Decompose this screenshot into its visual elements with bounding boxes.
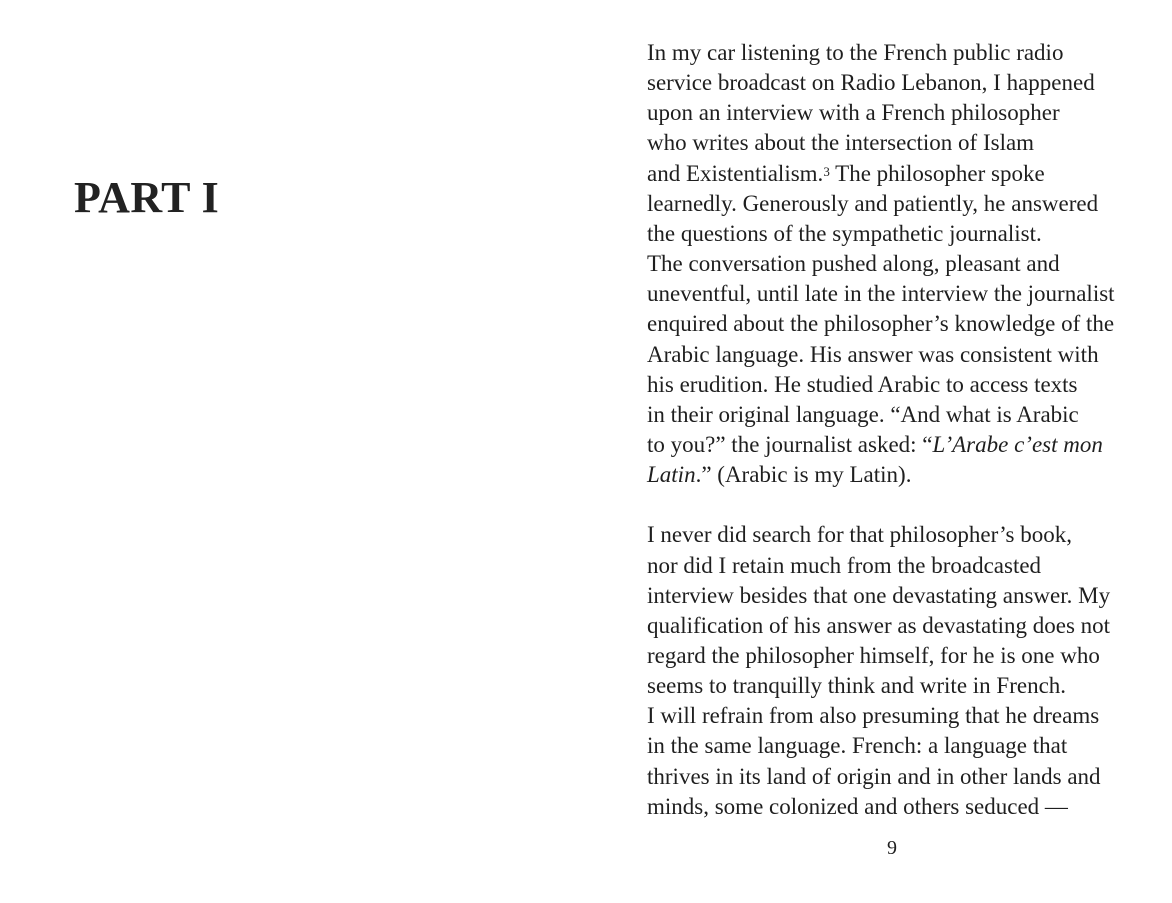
- text-line: [647, 792, 1137, 822]
- paragraph-1: [647, 38, 1137, 490]
- text-line: [647, 219, 1137, 249]
- line-text: uneventful, until late in the interview the journalist: [647, 281, 1115, 307]
- text-line: [647, 279, 1137, 309]
- text-line: [647, 762, 1137, 792]
- line-text: in their original language. “And what is Arabic: [647, 401, 1079, 427]
- text-line: [647, 38, 1137, 68]
- line-text: I never did search for that philosopher’s book,: [647, 522, 1072, 548]
- line-text: in the same language. French: a language that: [647, 733, 1068, 759]
- line-text: who writes about the intersection of Islam: [647, 130, 1035, 156]
- text-line: [647, 68, 1137, 98]
- line-text: In my car listening to the French public radio: [647, 40, 1064, 65]
- text-line: [647, 98, 1137, 128]
- text-line: [647, 340, 1137, 370]
- text-line: [647, 189, 1137, 219]
- text-line: [647, 701, 1137, 731]
- line-text: interview besides that one devastating answer. My: [647, 582, 1111, 608]
- line-text: minds, some colonized and others seduced —: [647, 793, 1068, 819]
- text-line: [647, 581, 1137, 611]
- line-text: the questions of the sympathetic journalist.: [647, 220, 1042, 246]
- line-text: and Existentialism.: [647, 160, 824, 186]
- line-text: to you?” the journalist asked: “: [647, 432, 933, 458]
- text-line: [647, 641, 1137, 671]
- text-line: [647, 551, 1137, 581]
- paragraph-2: [647, 520, 1137, 822]
- text-line: [647, 249, 1137, 279]
- text-line: [647, 671, 1137, 701]
- footnote-marker: 3: [823, 163, 830, 179]
- line-text: thrives in its land of origin and in other lands and: [647, 763, 1101, 789]
- text-line: [647, 430, 1137, 460]
- text-line: [647, 309, 1137, 339]
- page-number: 9: [887, 837, 897, 859]
- line-text: learnedly. Generously and patiently, he answered: [647, 190, 1099, 216]
- text-line: [647, 731, 1137, 761]
- line-text: upon an interview with a French philosopher: [647, 100, 1060, 126]
- line-text-continued: .” (Arabic is my Latin).: [695, 462, 912, 488]
- text-line: [647, 128, 1137, 158]
- line-text: I will refrain from also presuming that he dreams: [647, 703, 1100, 729]
- line-text: regard the philosopher himself, for he is one who: [647, 642, 1100, 668]
- text-line: [647, 400, 1137, 430]
- right-page: [586, 0, 1172, 903]
- part-title: PART I: [74, 173, 220, 222]
- line-text: Arabic language. His answer was consistent with: [647, 341, 1099, 367]
- line-text: nor did I retain much from the broadcasted: [647, 552, 1042, 578]
- text-line: [647, 520, 1137, 550]
- body-text: [647, 38, 1137, 822]
- text-line: [647, 159, 1137, 189]
- text-line: [647, 611, 1137, 641]
- line-text: qualification of his answer as devastating does not: [647, 612, 1111, 638]
- text-line: [647, 460, 1137, 490]
- line-text: service broadcast on Radio Lebanon, I happened: [647, 70, 1095, 96]
- italic-quote: L’Arabe c’est mon: [932, 432, 1103, 458]
- line-text: The conversation pushed along, pleasant and: [647, 251, 1060, 277]
- italic-quote: Latin: [647, 462, 696, 488]
- line-text: his erudition. He studied Arabic to access texts: [647, 371, 1078, 397]
- text-line: [647, 370, 1137, 400]
- line-text: seems to tranquilly think and write in French.: [647, 673, 1067, 699]
- line-text: enquired about the philosopher’s knowledge of the: [647, 311, 1115, 337]
- line-text-continued: The philosopher spoke: [829, 160, 1045, 186]
